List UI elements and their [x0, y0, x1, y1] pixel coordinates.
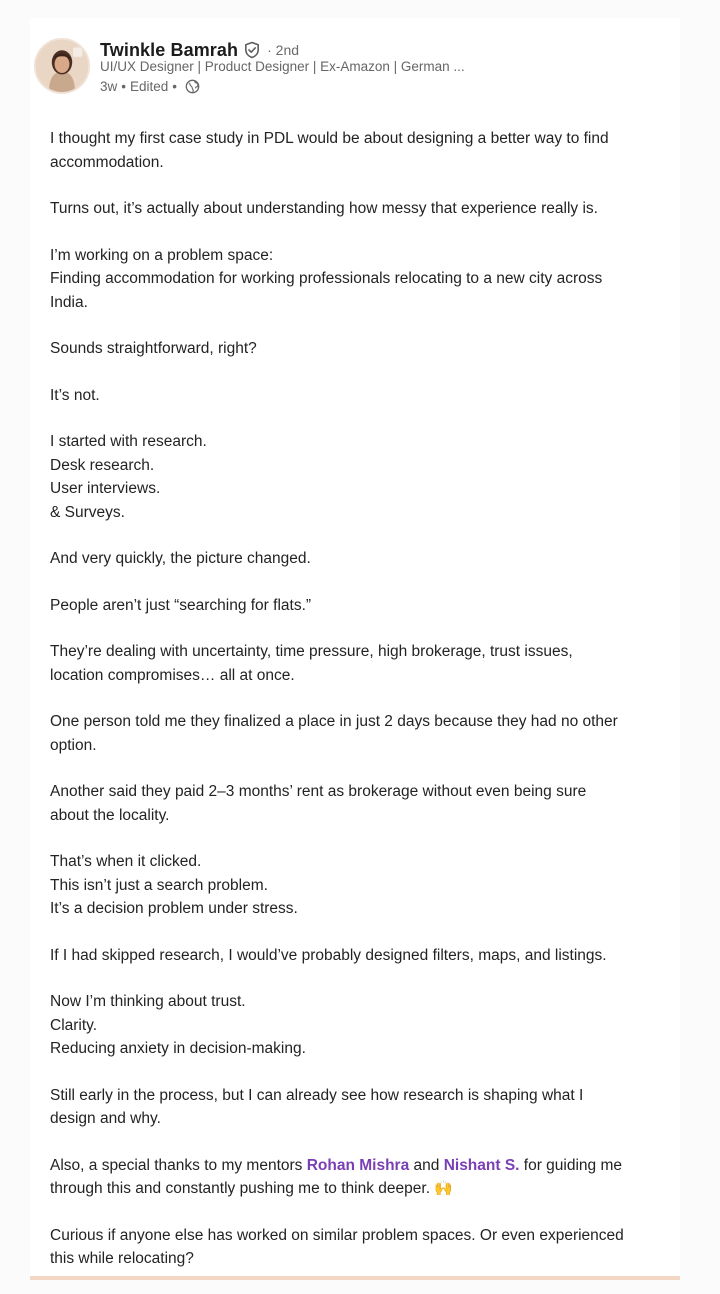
next-post-edge	[30, 1276, 680, 1280]
post-paragraph	[50, 850, 670, 921]
post-line: location compromises… all at once.	[50, 666, 295, 684]
post-paragraph	[50, 944, 670, 968]
post-paragraph	[50, 710, 670, 757]
post-line: If I had skipped research, I would’ve probably designed filters, maps, and listings.	[50, 946, 607, 964]
thanks-prefix: Also, a special thanks to my mentors	[50, 1156, 307, 1174]
post-line: I’m working on a problem space:	[50, 246, 274, 264]
post-paragraph	[50, 244, 670, 315]
post-line: Clarity.	[50, 1016, 98, 1034]
post-line: Curious if anyone else has worked on similar problem spaces. Or even experienced	[50, 1226, 624, 1244]
post-line: India.	[50, 293, 88, 311]
post-paragraph	[50, 384, 670, 408]
post-line: I started with research.	[50, 433, 207, 450]
post-paragraph	[50, 430, 670, 524]
connection-degree: · 2nd	[267, 42, 300, 58]
author-headline: UI/UX Designer | Product Designer | Ex-Amazon | German ...	[100, 59, 465, 74]
closing-paragraph	[50, 1224, 670, 1271]
post-line: this while relocating?	[50, 1250, 194, 1267]
post-line: Desk research.	[50, 456, 155, 474]
avatar[interactable]	[34, 38, 90, 94]
post-line: about the locality.	[50, 806, 170, 824]
post-paragraph	[50, 127, 670, 174]
post-line: Now I’m thinking about trust.	[50, 993, 246, 1010]
post-line: Sounds straightforward, right?	[50, 340, 257, 357]
post-line: I thought my first case study in PDL would be about designing a better way to find	[50, 130, 609, 147]
post-meta	[100, 77, 200, 95]
post-line: And very quickly, the picture changed.	[50, 550, 311, 567]
post-paragraph	[50, 337, 670, 361]
edited-label: Edited	[130, 78, 169, 94]
post-line: That’s when it clicked.	[50, 853, 202, 870]
post-line: Turns out, it’s actually about understanding how messy that experience really is.	[50, 200, 598, 217]
post-header	[30, 18, 500, 100]
thanks-line-2: through this and constantly pushing me to think deeper.	[50, 1180, 435, 1197]
post-line: People aren’t just “searching for flats.”	[50, 596, 312, 614]
post-line: Finding accommodation for working professionals relocating to a new city across	[50, 270, 603, 287]
meta-separator-2: •	[172, 78, 178, 94]
post-paragraph	[50, 1084, 670, 1131]
post-line: option.	[50, 736, 97, 754]
meta-separator: •	[121, 78, 126, 94]
post-paragraph	[50, 780, 670, 827]
post-line: Another said they paid 2–3 months’ rent as brokerage without even being sure	[50, 783, 587, 800]
post-line: design and why.	[50, 1110, 161, 1127]
thanks-middle: and	[409, 1156, 444, 1174]
author-name[interactable]: Twinkle Bamrah	[100, 39, 239, 60]
post-paragraph	[50, 547, 670, 571]
post-paragraph	[50, 594, 670, 618]
post-body	[50, 127, 670, 1294]
post-line: accommodation.	[50, 153, 164, 171]
globe-icon	[185, 79, 200, 94]
post-line: One person told me they finalized a place in just 2 days because they had no other	[50, 713, 618, 730]
post-line: They’re dealing with uncertainty, time pressure, high brokerage, trust issues,	[50, 643, 573, 660]
post-line: & Surveys.	[50, 503, 125, 521]
thanks-suffix: for guiding me	[519, 1156, 623, 1174]
raising-hands-emoji: 🙌	[434, 1179, 453, 1197]
post-line: Reducing anxiety in decision-making.	[50, 1040, 306, 1057]
post-line: User interviews.	[50, 480, 161, 497]
post-line: Still early in the process, but I can already see how research is shaping what I	[50, 1086, 584, 1104]
post-line: It’s a decision problem under stress.	[50, 900, 298, 917]
post-line: It’s not.	[50, 386, 100, 404]
post-paragraph	[50, 640, 670, 687]
verified-shield-icon	[243, 41, 261, 59]
post-time: 3w	[100, 78, 118, 94]
post-paragraph	[50, 197, 670, 221]
post-paragraph	[50, 990, 670, 1061]
thanks-paragraph	[50, 1154, 670, 1201]
avatar-image	[36, 40, 88, 92]
post-line	[50, 1177, 670, 1201]
mention-nishant-s[interactable]: Nishant S.	[443, 1156, 520, 1174]
mention-rohan-mishra[interactable]: Rohan Mishra	[306, 1156, 410, 1174]
post-line: This isn’t just a search problem.	[50, 876, 268, 894]
post-line	[50, 1154, 670, 1178]
